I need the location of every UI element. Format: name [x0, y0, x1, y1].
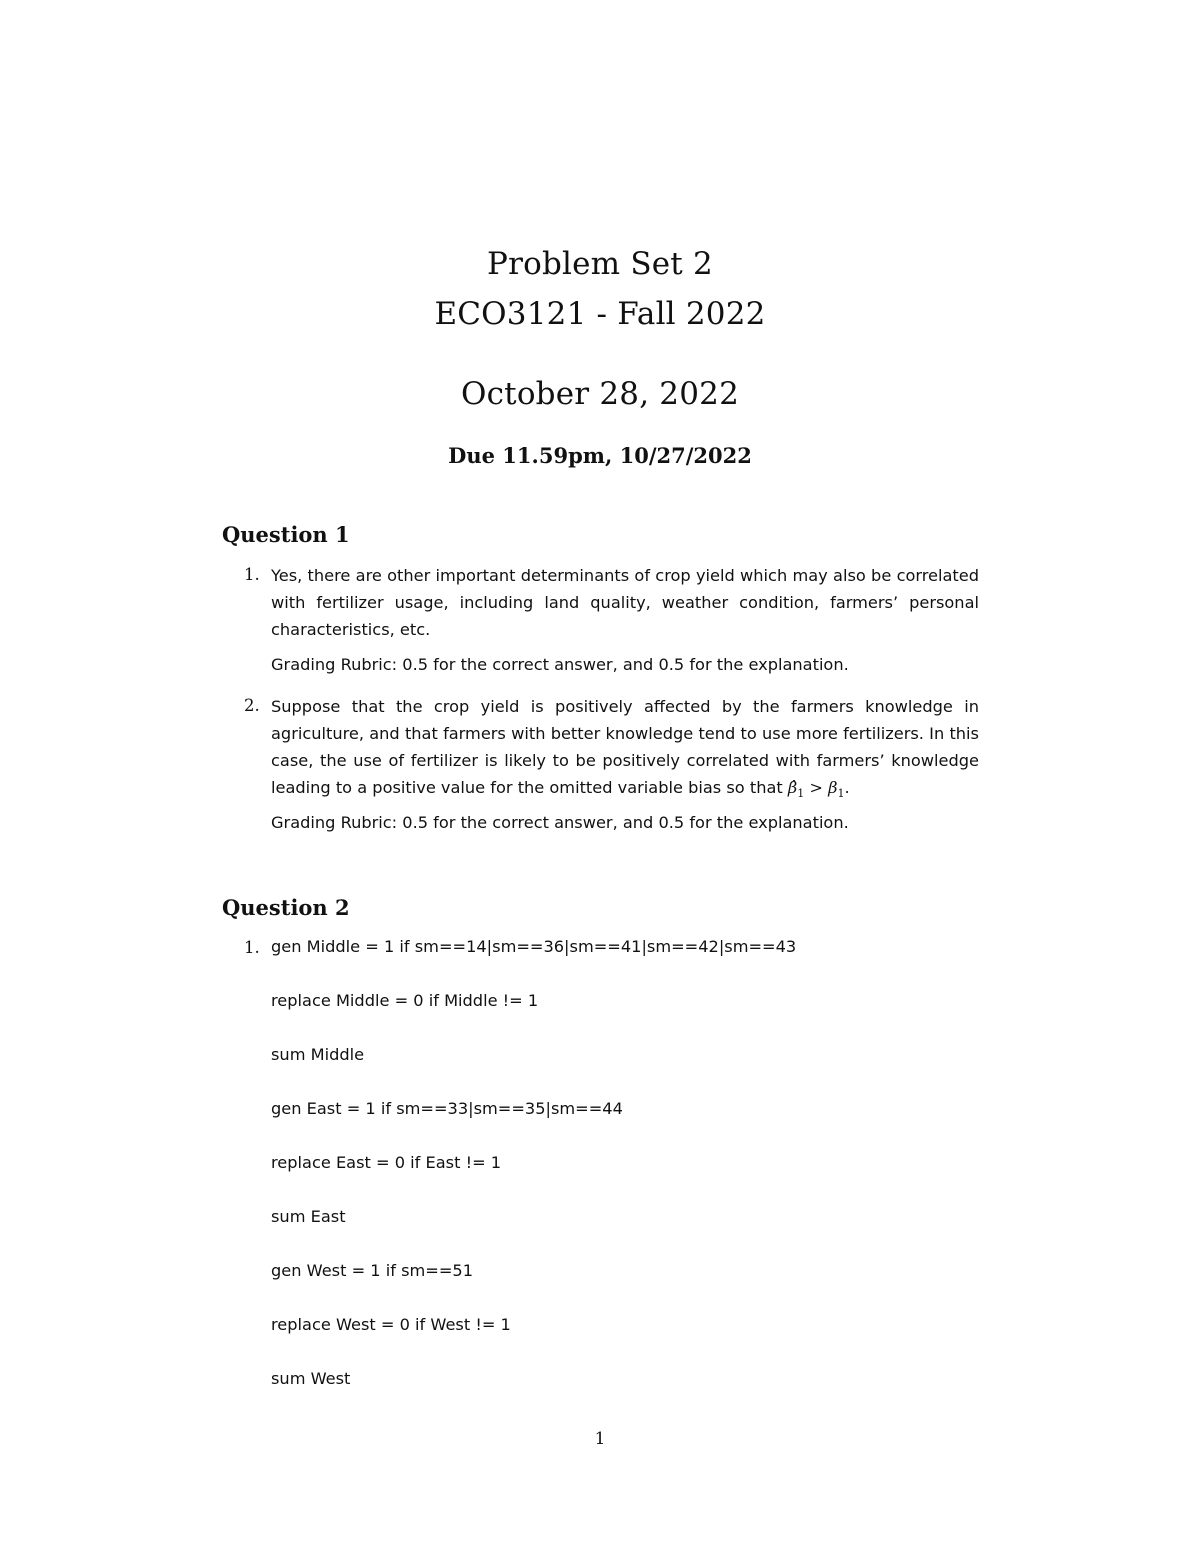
stata-command: gen East = 1 if sm==33|sm==35|sm==44	[271, 1099, 623, 1118]
stata-command: sum East	[271, 1207, 346, 1226]
page-number: 1	[594, 1429, 606, 1449]
item-number: 2.	[244, 696, 260, 715]
stata-command: sum West	[271, 1369, 351, 1388]
stata-command: sum Middle	[271, 1045, 365, 1064]
doc-title: Problem Set 2	[487, 246, 713, 282]
subscript: 1	[837, 787, 845, 801]
item-number: 1.	[244, 938, 260, 957]
doc-date: October 28, 2022	[460, 376, 739, 412]
grading-rubric: Grading Rubric: 0.5 for the correct answer, and 0.5 for the explanation.	[271, 813, 849, 832]
stata-command: gen West = 1 if sm==51	[271, 1261, 474, 1280]
question-1-heading: Question 1	[222, 522, 350, 547]
greater-than-symbol: >	[809, 778, 823, 797]
course-name: ECO3121 - Fall 2022	[434, 296, 766, 332]
stata-command: replace Middle = 0 if Middle != 1	[271, 991, 539, 1010]
stata-command: replace West = 0 if West != 1	[271, 1315, 511, 1334]
beta-hat-symbol: β̂	[787, 778, 798, 797]
grading-rubric: Grading Rubric: 0.5 for the correct answer, and 0.5 for the explanation.	[271, 655, 849, 674]
answer-text	[271, 693, 979, 807]
beta-symbol: β	[828, 778, 838, 797]
subscript: 1	[797, 787, 805, 801]
stata-command: replace East = 0 if East != 1	[271, 1153, 502, 1172]
question-2-heading: Question 2	[222, 895, 350, 920]
due-date: Due 11.59pm, 10/27/2022	[448, 443, 752, 468]
item-number: 1.	[244, 565, 260, 584]
stata-command: gen Middle = 1 if sm==14|sm==36|sm==41|sm==42|sm==43	[271, 937, 797, 956]
period: .	[844, 778, 850, 797]
answer-text-body: Suppose that the crop yield is positively affected by the farmers knowledge in agriculture, and that farmers with better knowledge tend to use more fertilizers. In this case, the use of fertilizer is likely to be positively correlated with farmers’ knowledge leading to a positive value for the omitted variable bias so that	[271, 697, 979, 797]
answer-text: Yes, there are other important determinants of crop yield which may also be correlated with fertilizer usage, including land quality, weather condition, farmers’ personal characteristics, etc.	[271, 566, 979, 639]
